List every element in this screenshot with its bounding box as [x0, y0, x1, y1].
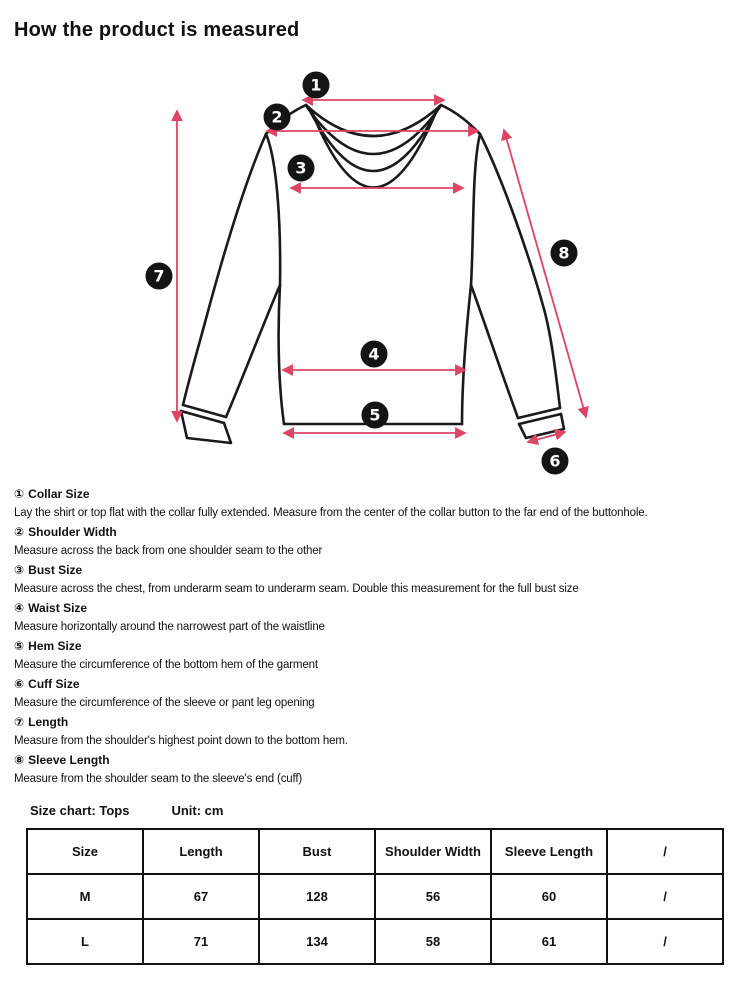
size-cell: L	[27, 919, 143, 964]
page-title: How the product is measured	[14, 19, 300, 41]
size-chart-header-row	[27, 829, 723, 874]
size-cell: 71	[143, 919, 259, 964]
marker-label: 8	[558, 243, 570, 263]
left-body-edge	[266, 134, 284, 424]
diagram-marker-3	[288, 155, 315, 182]
measurement-item	[14, 713, 736, 751]
size-cell: /	[607, 874, 723, 919]
measurement-description: Lay the shirt or top flat with the collar fully extended. Measure from the center of the collar button to the far end of the buttonhole.	[14, 507, 648, 519]
sleeve-length-arrow	[504, 130, 586, 417]
measurement-item	[14, 485, 736, 523]
measurement-name: Shoulder Width	[28, 525, 117, 539]
measurement-heading	[14, 637, 736, 656]
marker-label: 2	[271, 107, 283, 127]
measurement-description: Measure horizontally around the narrowest part of the waistline	[14, 621, 325, 633]
diagram-marker-8	[551, 240, 578, 267]
marker-label: 6	[549, 451, 561, 471]
size-row-l	[27, 919, 723, 964]
size-chart-title: Size chart: Tops	[30, 803, 130, 818]
measurement-item	[14, 599, 736, 637]
measurement-name: Bust Size	[28, 563, 83, 577]
measurement-heading	[14, 485, 736, 504]
column-header-shoulder-width: Shoulder Width	[375, 829, 491, 874]
column-header-sleeve-length: Sleeve Length	[491, 829, 607, 874]
size-cell: 134	[259, 919, 375, 964]
size-cell: 58	[375, 919, 491, 964]
size-cell: 56	[375, 874, 491, 919]
measurement-name: Hem Size	[28, 639, 82, 653]
left-cuff	[183, 405, 226, 417]
measurement-item	[14, 561, 736, 599]
column-header-slash: /	[607, 829, 723, 874]
sweater-outline	[181, 105, 564, 443]
size-chart-unit: Unit: cm	[171, 803, 224, 818]
size-cell: 61	[491, 919, 607, 964]
measurement-name: Collar Size	[28, 487, 90, 501]
diagram-marker-1	[303, 72, 330, 99]
measurement-description: Measure across the chest, from underarm seam to underarm seam. Double this measurement for the full bust size	[14, 583, 579, 595]
column-header-bust: Bust	[259, 829, 375, 874]
measurement-number: ⑥	[14, 677, 25, 691]
measurement-heading	[14, 599, 736, 618]
diagram-marker-6	[542, 448, 569, 475]
collar-arc	[309, 109, 438, 171]
size-cell: /	[607, 919, 723, 964]
diagram-marker-5	[362, 402, 389, 429]
size-cell: 67	[143, 874, 259, 919]
left-cuff	[181, 411, 224, 423]
measurement-name: Sleeve Length	[28, 753, 110, 767]
marker-label: 3	[295, 158, 307, 178]
measurement-heading	[14, 713, 736, 732]
left-sleeve-outer	[183, 134, 266, 405]
measurement-description: Measure the circumference of the bottom hem of the garment	[14, 659, 318, 671]
right-sleeve-inner	[471, 285, 518, 418]
size-cell: 128	[259, 874, 375, 919]
size-cell: 60	[491, 874, 607, 919]
measurement-heading	[14, 675, 736, 694]
measurement-description: Measure from the shoulder seam to the sleeve's end (cuff)	[14, 773, 303, 785]
measurement-number: ①	[14, 487, 25, 501]
measurement-number: ⑧	[14, 753, 25, 767]
measurement-name: Waist Size	[28, 601, 88, 615]
size-row-m	[27, 874, 723, 919]
column-header-length: Length	[143, 829, 259, 874]
marker-label: 4	[368, 344, 380, 364]
measurement-item	[14, 751, 736, 789]
measurement-item	[14, 523, 736, 561]
marker-label: 1	[310, 75, 322, 95]
right-sleeve-outer	[480, 134, 560, 408]
measurement-heading	[14, 751, 736, 770]
measurement-number: ②	[14, 525, 25, 539]
measurement-item	[14, 675, 736, 713]
diagram-marker-2	[264, 104, 291, 131]
size-chart-header	[0, 789, 750, 819]
measurement-description: Measure from the shoulder's highest point down to the bottom hem.	[14, 735, 348, 747]
measurement-number: ⑦	[14, 715, 25, 729]
diagram-marker-4	[361, 341, 388, 368]
measurement-description: Measure across the back from one shoulder seam to the other	[14, 545, 323, 557]
size-cell: M	[27, 874, 143, 919]
marker-label: 5	[369, 405, 381, 425]
measurement-item	[14, 637, 736, 675]
measurement-name: Cuff Size	[28, 677, 80, 691]
measurement-heading	[14, 561, 736, 580]
right-shoulder-seam	[441, 105, 480, 134]
diagram-markers	[146, 72, 578, 475]
right-body-edge	[462, 134, 480, 424]
size-chart-table	[26, 828, 724, 965]
marker-label: 7	[153, 266, 165, 286]
left-sleeve-inner	[226, 285, 280, 417]
measurement-number: ③	[14, 563, 25, 577]
measurement-description: Measure the circumference of the sleeve or pant leg opening	[14, 697, 315, 709]
measurement-guide	[0, 481, 750, 789]
measurement-number: ⑤	[14, 639, 25, 653]
column-header-size: Size	[27, 829, 143, 874]
measurement-heading	[14, 523, 736, 542]
measurement-number: ④	[14, 601, 25, 615]
measurement-name: Length	[28, 715, 69, 729]
garment-measurement-diagram	[0, 67, 750, 481]
diagram-marker-7	[146, 263, 173, 290]
